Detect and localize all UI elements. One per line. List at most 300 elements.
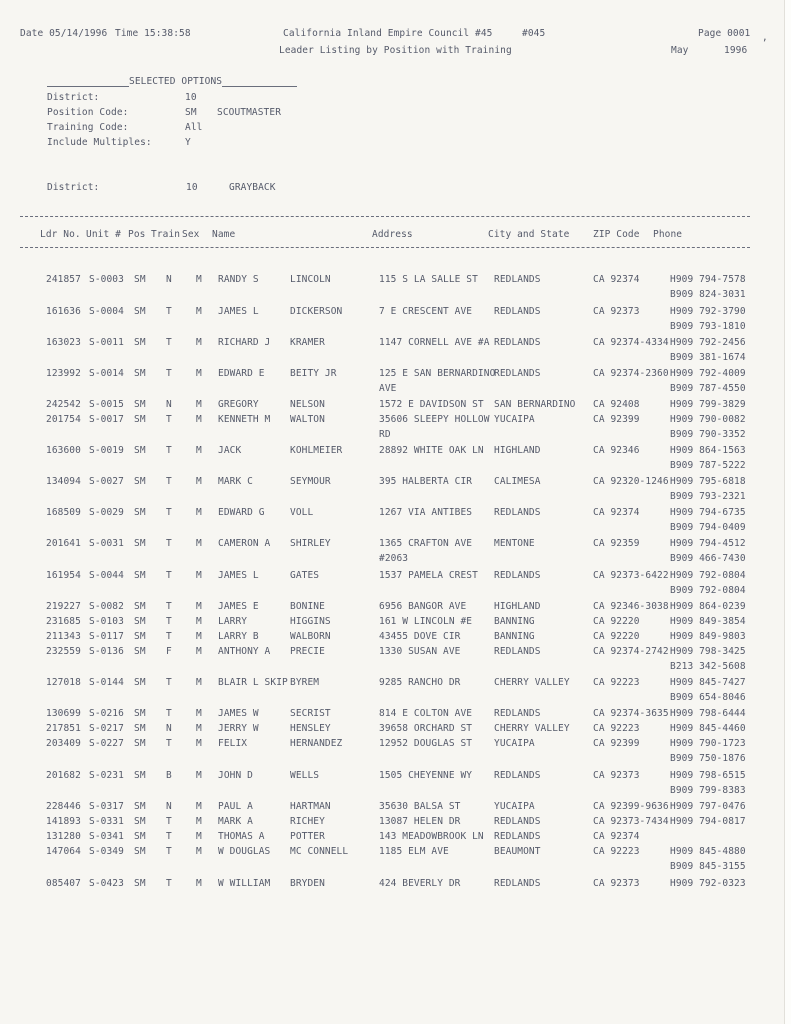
train-code: T [166,816,172,827]
pos-code: SM [134,445,146,456]
ldr-no: 217851 [46,723,81,734]
last-name: KRAMER [290,337,325,348]
city: REDLANDS [494,274,541,285]
city: REDLANDS [494,831,541,842]
col-zip: ZIP Code [593,229,640,240]
train-code: T [166,507,172,518]
pos-code: SM [134,677,146,688]
sex: M [196,274,202,285]
page-number: Page 0001 [698,28,751,39]
zip-code: CA 92399 [593,738,640,749]
phone-home: H909 792-4009 [670,368,746,379]
col-train: Train [151,229,181,240]
last-name: GATES [290,570,320,581]
pos-code: SM [134,770,146,781]
last-name: POTTER [290,831,325,842]
unit-no: S-0082 [89,601,124,612]
phone-business: B909 381-1674 [670,352,746,363]
city: REDLANDS [494,337,541,348]
city: REDLANDS [494,816,541,827]
unit-no: S-0423 [89,878,124,889]
first-name: GREGORY [218,399,259,410]
city: CHERRY VALLEY [494,677,570,688]
address: 125 E SAN BERNARDINO [379,368,496,379]
city: REDLANDS [494,708,541,719]
pos-code: SM [134,538,146,549]
pos-code: SM [134,476,146,487]
phone-business: B909 793-2321 [670,491,746,502]
phone-home: H909 845-4460 [670,723,746,734]
report-time: Time 15:38:58 [115,28,191,39]
table-row [0,738,791,766]
option-multiples-value: Y [185,137,191,148]
report-month: May [671,45,689,56]
phone-home: H909 845-7427 [670,677,746,688]
first-name: THOMAS A [218,831,265,842]
address: 1537 PAMELA CREST [379,570,478,581]
train-code: T [166,677,172,688]
unit-no: S-0217 [89,723,124,734]
col-phone: Phone [653,229,683,240]
city: REDLANDS [494,646,541,657]
zip-code: CA 92373 [593,770,640,781]
ldr-no: 147064 [46,846,81,857]
sex: M [196,414,202,425]
last-name: BRYDEN [290,878,325,889]
zip-code: CA 92223 [593,677,640,688]
zip-code: CA 92374-2742 [593,646,669,657]
unit-no: S-0004 [89,306,124,317]
unit-no: S-0216 [89,708,124,719]
phone-home: H909 794-0817 [670,816,746,827]
first-name: RANDY S [218,274,259,285]
pos-code: SM [134,846,146,857]
train-code: T [166,414,172,425]
option-multiples-label: Include Multiples: [47,137,152,148]
sex: M [196,723,202,734]
unit-no: S-0136 [89,646,124,657]
pos-code: SM [134,570,146,581]
ldr-no: 231685 [46,616,81,627]
train-code: N [166,274,172,285]
first-name: LARRY [218,616,248,627]
first-name: JAMES L [218,306,259,317]
zip-code: CA 92374 [593,274,640,285]
address: 161 W LINCOLN #E [379,616,473,627]
address: 1330 SUSAN AVE [379,646,461,657]
address: 1147 CORNELL AVE #A [379,337,490,348]
option-position-desc: SCOUTMASTER [217,107,282,118]
train-code: T [166,616,172,627]
ldr-no: 163023 [46,337,81,348]
pos-code: SM [134,507,146,518]
zip-code: CA 92374 [593,831,640,842]
sex: M [196,538,202,549]
unit-no: S-0011 [89,337,124,348]
sex: M [196,616,202,627]
address: 424 BEVERLY DR [379,878,461,889]
address: 1267 VIA ANTIBES [379,507,473,518]
unit-no: S-0231 [89,770,124,781]
zip-code: CA 92359 [593,538,640,549]
train-code: T [166,831,172,842]
first-name: FELIX [218,738,248,749]
table-row [0,538,791,566]
phone-business: B909 790-3352 [670,429,746,440]
last-name: HARTMAN [290,801,331,812]
first-name: BLAIR L SKIP [218,677,288,688]
city: HIGHLAND [494,445,541,456]
ldr-no: 242542 [46,399,81,410]
address-line-2: #2063 [379,553,409,564]
pos-code: SM [134,646,146,657]
zip-code: CA 92373 [593,878,640,889]
pos-code: SM [134,723,146,734]
table-row [0,274,791,302]
sex: M [196,770,202,781]
sex: M [196,677,202,688]
last-name: SECRIST [290,708,331,719]
city: YUCAIPA [494,414,535,425]
pos-code: SM [134,368,146,379]
sex: M [196,570,202,581]
address: 1572 E DAVIDSON ST [379,399,484,410]
ldr-no: 085407 [46,878,81,889]
phone-home: H909 798-3425 [670,646,746,657]
address: 814 E COLTON AVE [379,708,473,719]
phone-business: B909 845-3155 [670,861,746,872]
last-name: PRECIE [290,646,325,657]
council-code: #045 [522,28,546,39]
first-name: JERRY W [218,723,259,734]
sex: M [196,878,202,889]
city: CALIMESA [494,476,541,487]
edge-mark: , [762,32,768,43]
address: 1185 ELM AVE [379,846,449,857]
sex: M [196,601,202,612]
district-label: District: [47,182,100,193]
report-title: Leader Listing by Position with Training [279,45,512,56]
last-name: HERNANDEZ [290,738,343,749]
unit-no: S-0031 [89,538,124,549]
option-training-label: Training Code: [47,122,129,133]
phone-home: H909 792-0804 [670,570,746,581]
address: 1365 CRAFTON AVE [379,538,473,549]
selected-options-title: SELECTED OPTIONS [129,76,223,87]
train-code: T [166,368,172,379]
ldr-no: 168509 [46,507,81,518]
zip-code: CA 92223 [593,846,640,857]
table-row [0,337,791,365]
phone-home: H909 790-1723 [670,738,746,749]
city: CHERRY VALLEY [494,723,570,734]
train-code: T [166,306,172,317]
table-row [0,414,791,442]
first-name: PAUL A [218,801,253,812]
address: 9285 RANCHO DR [379,677,461,688]
address: 39658 ORCHARD ST [379,723,473,734]
table-row [0,306,791,334]
phone-home: H909 792-2456 [670,337,746,348]
zip-code: CA 92399-9636 [593,801,669,812]
pos-code: SM [134,801,146,812]
phone-home: H909 794-4512 [670,538,746,549]
phone-home: H909 792-3790 [670,306,746,317]
report-year: 1996 [724,45,748,56]
last-name: RICHEY [290,816,325,827]
district-number: 10 [186,182,198,193]
ldr-no: 241857 [46,274,81,285]
heading-rule-left [47,76,129,87]
address: 7 E CRESCENT AVE [379,306,473,317]
unit-no: S-0144 [89,677,124,688]
train-code: T [166,878,172,889]
sex: M [196,399,202,410]
city: BEAUMONT [494,846,541,857]
ldr-no: 161636 [46,306,81,317]
unit-no: S-0029 [89,507,124,518]
first-name: W DOUGLAS [218,846,271,857]
phone-business: B909 793-1810 [670,321,746,332]
pos-code: SM [134,306,146,317]
zip-code: CA 92373-6422 [593,570,669,581]
unit-no: S-0044 [89,570,124,581]
first-name: CAMERON A [218,538,271,549]
zip-code: CA 92399 [593,414,640,425]
pos-code: SM [134,414,146,425]
ldr-no: 163600 [46,445,81,456]
zip-code: CA 92220 [593,631,640,642]
last-name: NELSON [290,399,325,410]
address: 12952 DOUGLAS ST [379,738,473,749]
pos-code: SM [134,738,146,749]
address: 115 S LA SALLE ST [379,274,478,285]
unit-no: S-0014 [89,368,124,379]
last-name: WELLS [290,770,320,781]
city: REDLANDS [494,770,541,781]
table-row [0,570,791,598]
unit-no: S-0331 [89,816,124,827]
address: 6956 BANGOR AVE [379,601,467,612]
col-pos: Pos [128,229,146,240]
header-rule-bottom [20,247,750,248]
address: 13087 HELEN DR [379,816,461,827]
last-name: BYREM [290,677,320,688]
phone-business: B909 787-5222 [670,460,746,471]
sex: M [196,631,202,642]
city: SAN BERNARDINO [494,399,576,410]
ldr-no: 131280 [46,831,81,842]
address: 43455 DOVE CIR [379,631,461,642]
col-ldr-no: Ldr No. [40,229,81,240]
city: REDLANDS [494,878,541,889]
first-name: JOHN D [218,770,253,781]
table-row [0,878,791,906]
sex: M [196,306,202,317]
phone-business: B909 799-8383 [670,785,746,796]
phone-home: H909 795-6818 [670,476,746,487]
phone-home: H909 864-0239 [670,601,746,612]
address: 28892 WHITE OAK LN [379,445,484,456]
train-code: T [166,476,172,487]
first-name: MARK C [218,476,253,487]
sex: M [196,831,202,842]
zip-code: CA 92373-7434 [593,816,669,827]
unit-no: S-0019 [89,445,124,456]
ldr-no: 123992 [46,368,81,379]
pos-code: SM [134,601,146,612]
last-name: VOLL [290,507,314,518]
train-code: N [166,801,172,812]
table-row [0,770,791,798]
table-row [0,445,791,473]
col-city: City and State [488,229,570,240]
train-code: T [166,601,172,612]
pos-code: SM [134,878,146,889]
option-district-value: 10 [185,92,197,103]
phone-business: B909 654-8046 [670,692,746,703]
sex: M [196,476,202,487]
phone-home: H909 798-6444 [670,708,746,719]
col-name: Name [212,229,236,240]
city: REDLANDS [494,368,541,379]
phone-home: H909 845-4880 [670,846,746,857]
city: REDLANDS [494,306,541,317]
last-name: BEITY JR [290,368,337,379]
sex: M [196,708,202,719]
train-code: T [166,570,172,581]
last-name: BONINE [290,601,325,612]
city: MENTONE [494,538,535,549]
phone-business: B909 824-3031 [670,289,746,300]
phone-business: B909 794-0409 [670,522,746,533]
phone-business: B909 787-4550 [670,383,746,394]
report-date: Date 05/14/1996 [20,28,108,39]
phone-home: H909 794-7578 [670,274,746,285]
table-row [0,646,791,674]
zip-code: CA 92320-1246 [593,476,669,487]
train-code: T [166,337,172,348]
last-name: WALBORN [290,631,331,642]
col-address: Address [372,229,413,240]
address: 395 HALBERTA CIR [379,476,473,487]
first-name: JAMES W [218,708,259,719]
ldr-no: 203409 [46,738,81,749]
address: 35630 BALSA ST [379,801,461,812]
header-rule-top [20,216,750,217]
table-row [0,677,791,705]
unit-no: S-0117 [89,631,124,642]
sex: M [196,816,202,827]
sex: M [196,846,202,857]
last-name: LINCOLN [290,274,331,285]
city: HIGHLAND [494,601,541,612]
phone-home: H909 794-6735 [670,507,746,518]
train-code: F [166,646,172,657]
first-name: RICHARD J [218,337,271,348]
zip-code: CA 92374 [593,507,640,518]
train-code: T [166,708,172,719]
train-code: T [166,538,172,549]
last-name: HENSLEY [290,723,331,734]
pos-code: SM [134,816,146,827]
sex: M [196,337,202,348]
table-row [0,476,791,504]
sex: M [196,646,202,657]
selected-options-heading [47,76,297,87]
train-code: N [166,723,172,734]
pos-code: SM [134,631,146,642]
last-name: WALTON [290,414,325,425]
phone-home: H909 849-3854 [670,616,746,627]
pos-code: SM [134,337,146,348]
phone-home: H909 799-3829 [670,399,746,410]
col-unit: Unit # [86,229,121,240]
unit-no: S-0227 [89,738,124,749]
phone-business: B909 792-0804 [670,585,746,596]
train-code: T [166,738,172,749]
last-name: KOHLMEIER [290,445,343,456]
address: 35606 SLEEPY HOLLOW [379,414,490,425]
unit-no: S-0017 [89,414,124,425]
pos-code: SM [134,274,146,285]
train-code: N [166,399,172,410]
phone-business: B213 342-5608 [670,661,746,672]
option-position-value: SM [185,107,197,118]
train-code: T [166,846,172,857]
unit-no: S-0341 [89,831,124,842]
table-row [0,846,791,874]
ldr-no: 232559 [46,646,81,657]
last-name: SEYMOUR [290,476,331,487]
first-name: EDWARD G [218,507,265,518]
zip-code: CA 92408 [593,399,640,410]
first-name: JAMES E [218,601,259,612]
ldr-no: 161954 [46,570,81,581]
option-position-label: Position Code: [47,107,129,118]
zip-code: CA 92374-2360 [593,368,669,379]
train-code: T [166,631,172,642]
unit-no: S-0015 [89,399,124,410]
phone-home: H909 790-0082 [670,414,746,425]
ldr-no: 219227 [46,601,81,612]
first-name: JAMES L [218,570,259,581]
sex: M [196,368,202,379]
district-name: GRAYBACK [229,182,276,193]
zip-code: CA 92374-4334 [593,337,669,348]
phone-home: H909 849-9803 [670,631,746,642]
ldr-no: 201754 [46,414,81,425]
sex: M [196,738,202,749]
zip-code: CA 92373 [593,306,640,317]
phone-home: H909 792-0323 [670,878,746,889]
address: 143 MEADOWBROOK LN [379,831,484,842]
train-code: T [166,445,172,456]
council-name: California Inland Empire Council #45 [283,28,493,39]
ldr-no: 201682 [46,770,81,781]
pos-code: SM [134,399,146,410]
option-training-value: All [185,122,203,133]
last-name: SHIRLEY [290,538,331,549]
col-sex: Sex [182,229,200,240]
city: BANNING [494,616,535,627]
first-name: MARK A [218,816,253,827]
ldr-no: 130699 [46,708,81,719]
phone-business: B909 466-7430 [670,553,746,564]
city: REDLANDS [494,507,541,518]
sex: M [196,507,202,518]
unit-no: S-0349 [89,846,124,857]
